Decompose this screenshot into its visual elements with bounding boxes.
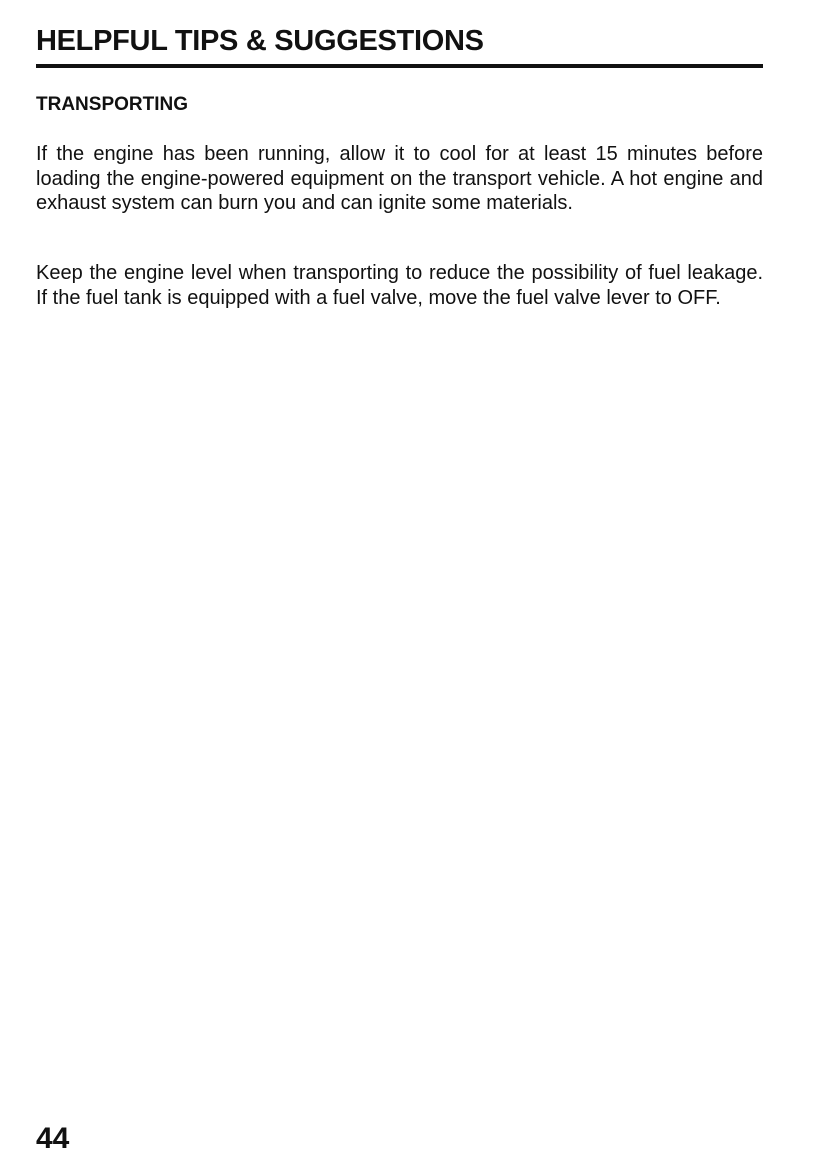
page-header [36,22,763,68]
paragraph-cooling: If the engine has been running, allow it to cool for at least 15 minutes before loading the engine-powered equipment on the transport vehicle. A hot engine and exhaust system can burn you and can ignite some materials. [36,143,763,214]
title-rule [36,64,763,68]
page-title: HELPFUL TIPS & SUGGESTIONS [36,25,484,57]
page-number: 44 [36,1122,70,1155]
section-heading: TRANSPORTING [36,94,188,115]
paragraph-fuel-valve: Keep the engine level when transporting to reduce the possibility of fuel leakage. If the fuel tank is equipped with a fuel valve, move the fuel valve lever to OFF. [36,262,763,309]
